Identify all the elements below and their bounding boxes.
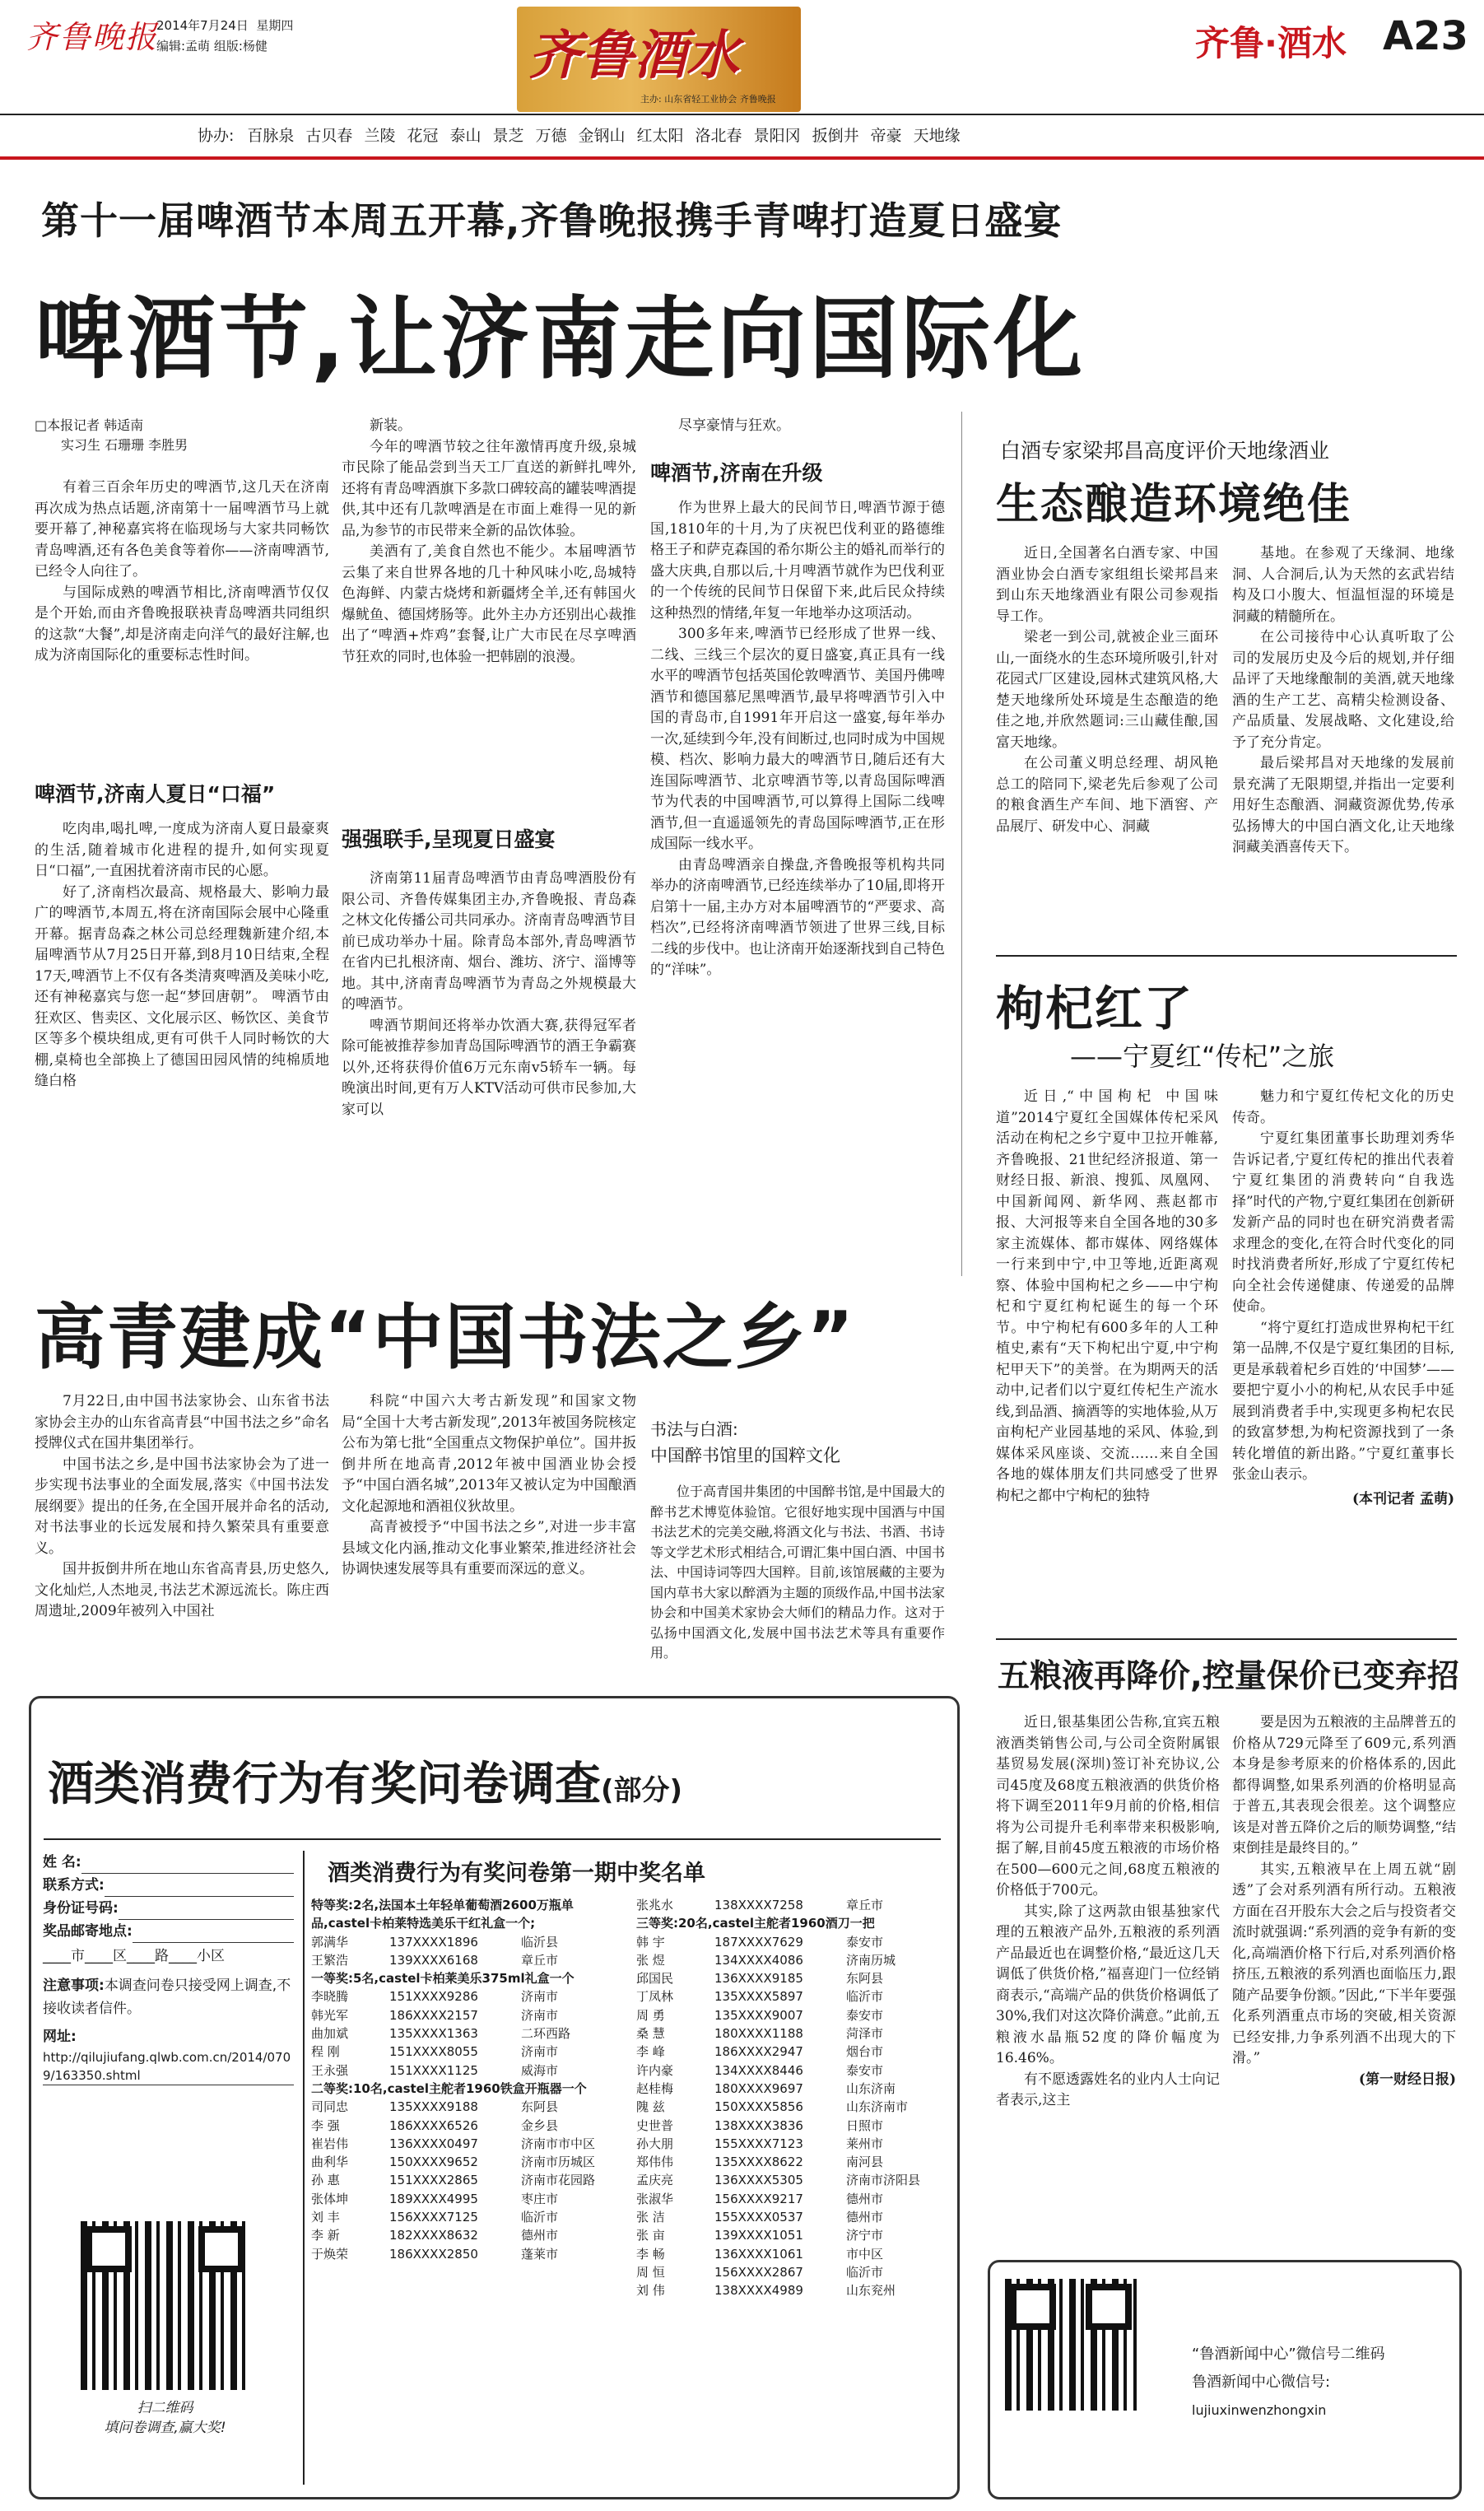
winner-row [311, 2061, 628, 2080]
winners-col1 [311, 1896, 628, 2263]
form-field[interactable] [43, 1851, 294, 1874]
winner-city: 泰安市 [846, 2062, 884, 2078]
winner-name: 曲加斌 [311, 2026, 349, 2042]
rule-gouqi [996, 955, 1457, 957]
beer-kicker: 第十一届啤酒节本周五开幕,齐鲁晚报携手青啤打造夏日盛宴 [41, 198, 1063, 243]
winner-row [311, 2024, 628, 2043]
winner-phone: 134XXXX8446 [714, 2062, 803, 2078]
beer-para: 啤酒节期间还将举办饮酒大赛,获得冠军者除可能被推荐参加青岛国际啤酒节的酒王争霸赛以外,还将获得价值6万元东南v5轿车一辆。每晚演出时间,更有万人KTV活动可供市民参加,大家可以 [342, 1017, 636, 1118]
winner-name: 史世普 [636, 2117, 674, 2133]
winner-city: 济南市历城区 [521, 2155, 596, 2170]
beer-sub1: 啤酒节,济南人夏日“口福” [35, 782, 276, 806]
prize-heading: 二等奖:10名,castel主舵者1960铁盒开瓶器一个 [311, 2080, 587, 2096]
sponsor-rule [0, 156, 1484, 160]
qr-caption-1: 扫二维码 [137, 2400, 193, 2416]
wechat-line2: 鲁酒新闻中心微信号: [1192, 2374, 1331, 2391]
winner-row [636, 2043, 949, 2061]
beer-sub2: 强强联手,呈现夏日盛宴 [342, 827, 556, 851]
winner-city: 临沂县 [521, 1934, 559, 1950]
winner-name: 司同忠 [311, 2099, 349, 2115]
winner-row [636, 1933, 949, 1951]
winner-row [636, 2153, 949, 2171]
winner-name: 韩光军 [311, 2007, 349, 2023]
gouqi-col1 [996, 1087, 1218, 1507]
form-field[interactable] [43, 1874, 294, 1897]
winner-city: 济宁市 [846, 2228, 884, 2243]
gouqi-para: “将宁夏红打造成世界枸杞干红第一品牌,不仅是宁夏红集团的目标,更是承载着杞乡百姓的‘中国梦’——要把宁夏小小的枸杞,从农民手中延展到消费者手中,实现更多枸杞农民的致富梦想,为枸杞资源找到了一条转化增值的新出路。”宁夏红董事长张金山表示。 [1232, 1319, 1454, 1483]
winner-phone: 155XXXX7123 [714, 2136, 803, 2151]
sponsor-5: 景芝 [492, 127, 524, 145]
wuliang-para: 其实,除了这两款由银基独家代理的五粮液产品外,五粮液的系列酒产品最近也在调整价格,“最近这几天调低了供货价格,”福喜迎门一位经销商表示,“高端产品的供货价格调低了30%,我们对这次降价满意。”此前,五粮液水晶瓶52度的降价幅度为16.46%。 [996, 1903, 1220, 2066]
issue-date [156, 16, 293, 34]
eco-col2 [1232, 543, 1454, 859]
winner-row [636, 2263, 949, 2281]
note-label: 注意事项: [43, 1978, 105, 1994]
winner-row [636, 2281, 949, 2299]
shufa-side-kicker: 书法与白酒: [650, 1419, 738, 1439]
beer-para: 好了,济南档次最高、规格最大、影响力最广的啤酒节,本周五,将在济南国际会展中心隆重开幕。据青岛森之林公司总经理魏新建介绍,本届啤酒节从7月25日开幕,到8月10日结束,全程17天,啤酒节上不仅有各类清爽啤酒及美味小吃,还有神秘嘉宾与您一起“梦回唐朝”。 啤酒节由狂欢区、售卖区、文化展示区、畅饮区、美食节区等多个模块组成,更有可供千人同时畅饮的大棚,桌椅也全部换上了德国田园风情的纯棉质地缝白格 [35, 883, 329, 1089]
winner-phone: 180XXXX1188 [714, 2026, 803, 2042]
winner-phone: 138XXXX4989 [714, 2283, 803, 2299]
winner-name: 周 勇 [636, 2007, 665, 2023]
prize-heading: 一等奖:5名,castel卡柏莱美乐375ml礼盒一个 [311, 1971, 575, 1987]
winner-name: 张 洁 [636, 2210, 665, 2225]
survey-rule [44, 1838, 941, 1840]
shufa-para: 国井扳倒井所在地山东省高青县,历史悠久,文化灿烂,人杰地灵,书法艺术源远流长。陈庄西周遗址,2009年被列入中国社 [35, 1561, 329, 1619]
winner-phone: 135XXXX1363 [389, 2026, 478, 2042]
winner-phone: 136XXXX9185 [714, 1971, 803, 1987]
winner-city: 章丘市 [521, 1952, 559, 1968]
winner-city: 南河县 [846, 2155, 884, 2170]
winner-name: 孟庆亮 [636, 2173, 674, 2188]
masthead-banner [517, 7, 801, 112]
winner-phone: 180XXXX9697 [714, 2080, 803, 2096]
winner-name: 郭满华 [311, 1934, 349, 1950]
winner-city: 日照市 [846, 2117, 884, 2133]
winner-name: 隗 兹 [636, 2099, 665, 2115]
winner-city: 东阿县 [846, 1971, 884, 1987]
survey-title-text: 酒类消费行为有奖问卷调查 [48, 1758, 601, 1811]
form-field[interactable] [43, 1920, 294, 1943]
beer-para: 300多年来,啤酒节已经形成了世界一线、二线、三线三个层次的夏日盛宴,真正具有一线水平的啤酒节包括英国伦敦啤酒节、美国丹佛啤酒节和德国慕尼黑啤酒节,最早将啤酒节引入中国的青岛市,自1991年开启这一盛宴,每年举办一次,延续到今年,没有间断过,也同时成为中国规模、档次、影响力最大的啤酒节日,随后还有大连国际啤酒节、北京啤酒节等,以青岛国际啤酒节为代表的中国啤酒节,可以算得上国际二线啤酒节,但一直遥遥领先的青岛国际啤酒节,正在形成国际一线水平。 [650, 626, 945, 852]
sponsor-10: 景阳冈 [753, 127, 801, 145]
winner-row [636, 2117, 949, 2135]
winner-phone: 182XXXX8632 [389, 2228, 478, 2243]
eco-kicker: 白酒专家梁邦昌高度评价天地缘酒业 [1000, 439, 1330, 463]
winner-city: 山东兖州 [846, 2283, 896, 2299]
prize-heading: 三等奖:20名,castel主舵者1960酒刀一把 [636, 1916, 875, 1931]
winner-row [311, 1933, 628, 1951]
beer-col3b [650, 498, 945, 981]
survey-title [48, 1748, 682, 1814]
wuliang-para: 要是因为五粮液的主品牌普五的价格从729元降至了609元,系列酒本身是参考原来的价格体系的,因此都得调整,如果系列酒的价格明显高于普五,其表现会很差。这个调整应该是对普五降价之后的顺势调整,“结束倒挂是最终目的。” [1232, 1714, 1456, 1856]
winner-phone: 136XXXX1061 [714, 2246, 803, 2262]
winner-name: 孙 惠 [311, 2173, 340, 2188]
winner-phone: 187XXXX7629 [714, 1934, 803, 1950]
winner-phone: 138XXXX7258 [714, 1898, 803, 1912]
shufa-para: 7月22日,由中国书法家协会、山东省书法家协会主办的山东省高青县“中国书法之乡”命名授牌仪式在国井集团举行。 [35, 1393, 329, 1451]
winner-row [311, 2226, 628, 2244]
winner-name: 曲利华 [311, 2155, 349, 2170]
sponsors-row [198, 123, 961, 146]
eco-col1 [996, 543, 1218, 837]
gouqi-sub: ——宁夏红“传杞”之旅 [1070, 1041, 1335, 1072]
winner-row [636, 1969, 949, 1987]
winner-phone: 189XXXX4995 [389, 2191, 478, 2206]
rule-wuliang [996, 1638, 1457, 1640]
winner-name: 张兆水 [636, 1898, 674, 1912]
survey-qr-code[interactable] [81, 2221, 249, 2390]
beer-para: 济南第11届青岛啤酒节由青岛啤酒股份有限公司、齐鲁传媒集团主办,齐鲁晚报、青岛森之林文化传播公司共同承办。济南青岛啤酒节目前已成功举办十届。除青岛本部外,青岛啤酒节在省内已扎根济南、烟台、潍坊、济宁、淄博等地。其中,济南青岛啤酒节为青岛之外规模最大的啤酒节。 [342, 870, 636, 1013]
winner-city: 市中区 [846, 2246, 884, 2262]
winner-city: 临沂市 [846, 2264, 884, 2280]
survey-form [43, 1851, 294, 2085]
winner-row [636, 2006, 949, 2024]
date-text: 2014年7月24日 [156, 18, 249, 33]
masthead-sub: 主办: 山东省轻工业协会 齐鲁晚报 [640, 94, 776, 105]
wuliang-col1 [996, 1712, 1220, 2112]
eco-para: 近日,全国著名白酒专家、中国酒业协会白酒专家组组长梁邦昌来到山东天地缘酒业有限公司参观指导工作。 [996, 545, 1218, 625]
winner-row [636, 2190, 949, 2208]
winner-phone: 151XXXX2865 [389, 2173, 478, 2188]
shufa-side-para: 位于高青国井集团的中国醉书馆,是中国最大的醉书艺术博览体验馆。它很好地实现中国酒与中国书法艺术的完美交融,将酒文化与书法、书酒、书诗等文学艺术形式相结合,可谓汇集中国白酒、中国书法、中国诗词等四大国粹。目前,该馆展藏的主要为国内草书大家以醉酒为主题的顶级作品,中国书法家协会和中国美术家协会大师们的精品力作。这对于弘扬中国酒文化,发展中国书法艺术等具有重要作用。 [650, 1484, 945, 1661]
winner-row [636, 2171, 949, 2189]
section-name: 齐鲁·酒水 [1195, 23, 1347, 63]
shufa-col2 [342, 1391, 636, 1581]
beer-para: 尽享豪情与狂欢。 [678, 417, 790, 434]
winner-phone: 156XXXX7125 [389, 2210, 478, 2225]
winner-name: 王繁浩 [311, 1952, 349, 1968]
wuliang-para: 有不愿透露姓名的业内人士向记者表示,这主 [996, 2071, 1220, 2108]
wechat-qr-code[interactable] [1005, 2279, 1137, 2411]
eco-para: 在公司董义明总经理、胡风艳总工的陪同下,梁老先后参观了公司的粮食酒生产车间、地下酒窖、产品展厅、研发中心、洞藏 [996, 755, 1218, 835]
winner-row [636, 1951, 949, 1969]
winner-city: 济南市 [521, 2044, 559, 2060]
winner-row [636, 2226, 949, 2244]
winner-phone: 151XXXX9286 [389, 1989, 478, 2005]
form-field-line[interactable] [133, 1920, 294, 1943]
winner-name: 韩 宇 [636, 1934, 665, 1950]
winner-phone: 155XXXX0537 [714, 2210, 803, 2225]
survey-box [29, 1696, 960, 2499]
winner-row [311, 1987, 628, 2006]
sponsor-6: 万德 [535, 127, 567, 145]
wechat-box [988, 2260, 1462, 2499]
winner-row [311, 2208, 628, 2226]
winner-name: 于焕荣 [311, 2246, 349, 2262]
winner-phone: 136XXXX5305 [714, 2173, 803, 2188]
winner-city: 临沂市 [521, 2210, 559, 2225]
wuliang-credit: (第一财经日报) [1358, 2071, 1456, 2088]
winner-phone: 151XXXX1125 [389, 2062, 478, 2078]
note-text: 本调查问卷只接受网上调查,不接收读者信件。 [43, 1978, 291, 2017]
form-field-label: 奖品邮寄地点: [43, 1923, 133, 1940]
winner-row [636, 2080, 949, 2098]
beer-para: 由青岛啤酒亲自操盘,齐鲁晚报等机构共同举办的济南啤酒节,已经连续举办了10届,即将开启第十一届,主办方对本届啤酒节的“严要求、高档次”,已经将济南啤酒节领进了世界三线,目标二线的步伐中。也让济南开始逐渐找到自己特色的“洋味”。 [650, 856, 945, 978]
winners-title: 酒类消费行为有奖问卷第一期中奖名单 [328, 1861, 705, 1886]
winner-name: 刘 丰 [311, 2210, 340, 2225]
winner-name: 张 煜 [636, 1952, 665, 1968]
wechat-caption [1192, 2341, 1385, 2425]
form-field-line[interactable] [81, 1851, 294, 1874]
masthead-title: 齐鲁酒水 [528, 25, 739, 86]
winner-phone: 156XXXX2867 [714, 2264, 803, 2280]
winner-phone: 135XXXX5897 [714, 1989, 803, 2005]
winner-name: 孙大朋 [636, 2136, 674, 2151]
winner-name: 程 刚 [311, 2044, 340, 2060]
winner-phone: 139XXXX1051 [714, 2228, 803, 2243]
byline-reporter: □本报记者 韩适南 [35, 417, 144, 433]
sponsor-list [247, 123, 960, 146]
sponsor-12: 帝豪 [870, 127, 902, 145]
beer-sub3: 啤酒节,济南在升级 [650, 461, 823, 485]
winner-city: 济南市 [521, 2007, 559, 2023]
form-field[interactable] [43, 1897, 294, 1920]
winner-city: 山东济南市 [846, 2099, 909, 2115]
shufa-headline: 高青建成“中国书法之乡” [35, 1297, 856, 1379]
sponsor-9: 洛北春 [695, 127, 742, 145]
gouqi-headline: 枸杞红了 [996, 981, 1194, 1037]
winner-city: 济南市花园路 [521, 2173, 596, 2188]
winner-phone: 135XXXX9007 [714, 2007, 803, 2023]
note [43, 1974, 294, 2020]
winner-row [311, 2098, 628, 2116]
winner-name: 李 畅 [636, 2246, 665, 2262]
winner-city: 莱州市 [846, 2136, 884, 2151]
winner-city: 山东济南 [846, 2080, 896, 2096]
beer-col3 [650, 416, 945, 437]
editors: 编辑:孟萌 组版:杨健 [156, 39, 267, 54]
winner-city: 临沂市 [846, 1989, 884, 2005]
beer-para: 今年的啤酒节较之往年激情再度升级,泉城市民除了能品尝到当天工厂直送的新鲜扎啤外,还将有青岛啤酒旗下多款口碑较高的罐装啤酒提供,其中还有几款啤酒是在市面上难得一见的新品,为参节的市民带来全新的品饮体验。 [342, 438, 636, 539]
beer-para: 美酒有了,美食自然也不能少。本届啤酒节云集了来自世界各地的几十种风味小吃,岛城特色海鲜、内蒙古烧烤和新疆烤全羊,还有韩国火爆鱿鱼、德国烤肠等。此外主办方还别出心裁推出了“啤酒+炸鸡”套餐,让广大市民在尽享啤酒节狂欢的同时,也体验一把韩剧的浪漫。 [342, 543, 636, 665]
winner-phone: 150XXXX5856 [714, 2099, 803, 2115]
winner-row [311, 2117, 628, 2135]
winner-city: 菏泽市 [846, 2026, 884, 2042]
beer-byline [35, 416, 331, 455]
winner-row [636, 1896, 949, 1914]
winner-phone: 139XXXX6168 [389, 1952, 478, 1968]
winner-row [636, 1987, 949, 2006]
wuliang-para: 其实,五粮液早在上周五就“剧透”了会对系列酒有所行动。五粮液方面在召开股东大会之后与投资者交流时就强调:“系列酒的竞争有新的变化,高端酒价格下行后,对系列酒价格挤压,五粮液的系列酒也面临压力,跟随产品要争份额。”因此,“下半年要强化系列酒重点市场的突破,相关资源已经安排,力争系列酒不出现大的下滑。” [1232, 1861, 1456, 2066]
winner-phone: 134XXXX4086 [714, 1952, 803, 1968]
form-field-label: 姓 名: [43, 1854, 81, 1870]
beer-para: 与国际成熟的啤酒节相比,济南啤酒节仅仅是个开始,而由齐鲁晚报联袂青岛啤酒共同组织的这款“大餐”,却是济南走向洋气的最好注解,也成为济南国际化的重要标志性时间。 [35, 584, 329, 664]
winner-phone: 135XXXX8622 [714, 2155, 803, 2170]
sponsor-1: 古贝春 [305, 127, 353, 145]
winner-city: 济南市济阳县 [846, 2173, 921, 2188]
winner-row [311, 2190, 628, 2208]
winner-row [636, 2135, 949, 2153]
winner-row [636, 2061, 949, 2080]
url-label: 网址: [43, 2029, 77, 2045]
winner-row [636, 2245, 949, 2263]
winner-name: 桑 慧 [636, 2026, 665, 2042]
winner-city: 泰安市 [846, 1934, 884, 1950]
form-field-label: 联系方式: [43, 1877, 105, 1894]
winner-phone: 186XXXX2850 [389, 2246, 478, 2262]
winner-name: 李 峰 [636, 2044, 665, 2060]
winner-row [311, 1951, 628, 1969]
beer-headline: 啤酒节,让济南走向国际化 [35, 288, 1086, 391]
wechat-line1: “鲁酒新闻中心”微信号二维码 [1192, 2346, 1385, 2363]
winner-phone: 156XXXX9217 [714, 2191, 803, 2206]
weekday-text: 星期四 [256, 18, 294, 33]
winner-city: 章丘市 [846, 1898, 884, 1912]
gouqi-credit: (本刊记者 孟萌) [1351, 1490, 1454, 1507]
prize-heading: 特等奖:2名,法国本土年轻单葡萄酒2600万瓶单品,castel卡柏莱特选美乐干红礼盒一个; [311, 1898, 574, 1931]
winner-row [311, 2153, 628, 2171]
eco-para: 最后梁邦昌对天地缘的发展前景充满了无限期望,并指出一定要利用好生态酿酒、洞藏资源优势,传承弘扬博大的中国白酒文化,让天地缘洞藏美酒喜传天下。 [1232, 755, 1454, 855]
winner-phone: 136XXXX0497 [389, 2136, 478, 2151]
wechat-id: lujiuxinwenzhongxin [1192, 2402, 1327, 2418]
sponsor-0: 百脉泉 [247, 127, 295, 145]
winner-name: 王永强 [311, 2062, 349, 2078]
winner-row [636, 2024, 949, 2043]
winner-name: 崔岩伟 [311, 2136, 349, 2151]
winner-name: 郑伟伟 [636, 2155, 674, 2170]
winner-name: 李 新 [311, 2228, 340, 2243]
shufa-side-title: 中国醉书馆里的国粹文化 [650, 1446, 840, 1465]
beer-para: 有着三百余年历史的啤酒节,这几天在济南再次成为热点话题,济南第十一届啤酒节马上就要开幕了,神秘嘉宾将在临现场与大家共同畅饮青岛啤酒,还有各色美食等着你——济南啤酒节,已经令人向往了。 [35, 479, 329, 580]
shufa-col1 [35, 1391, 329, 1623]
winner-name: 许内豪 [636, 2062, 674, 2078]
sponsor-8: 红太阳 [636, 127, 684, 145]
header-rule [0, 114, 1484, 115]
winners-col2 [636, 1896, 949, 2300]
shufa-para: 科院“中国六大考古新发现”和国家文物局“全国十大考古新发现”,2013年被国务院核定公布为第七批“全国重点文物保护单位”。国井扳倒井所在地高青,2012年被中国酒业协会授予“中国白酒名城”,2013年又被认定为中国酿酒文化起源地和酒祖仪狄故里。 [342, 1393, 636, 1515]
winner-city: 济南市 [521, 1989, 559, 2005]
winner-city: 德州市 [846, 2191, 884, 2206]
winner-city: 德州市 [521, 2228, 559, 2243]
form-field-line[interactable] [119, 1897, 294, 1920]
sponsor-13: 天地缘 [913, 127, 961, 145]
wuliang-headline: 五粮液再降价,控量保价已变弃招 [998, 1658, 1459, 1695]
winner-name: 李 强 [311, 2117, 340, 2133]
winner-city: 金乡县 [521, 2117, 559, 2133]
sponsor-7: 金钢山 [578, 127, 626, 145]
winner-phone: 150XXXX9652 [389, 2155, 478, 2170]
sponsor-2: 兰陵 [364, 127, 396, 145]
shufa-para: 中国书法之乡,是中国书法家协会为了进一步实现书法事业的全面发展,落实《中国书法发展纲要》提出的任务,在全国开展并命名的活动,对书法事业的长远发展和持久繁荣具有重要意义。 [35, 1456, 329, 1557]
page-number: A23 [1383, 13, 1468, 59]
winner-row [636, 2208, 949, 2226]
winner-row [311, 2006, 628, 2024]
qr-caption-2: 填问卷调查,赢大奖! [104, 2420, 226, 2436]
eco-headline: 生态酿造环境绝佳 [996, 480, 1352, 529]
winner-city: 二环西路 [521, 2026, 571, 2042]
winner-city: 泰安市 [846, 2007, 884, 2023]
winner-name: 周 恒 [636, 2264, 665, 2280]
winner-name: 李晓腾 [311, 1989, 349, 2005]
beer-para: 吃肉串,喝扎啤,一度成为济南人夏日最豪爽的生活,随着城市化进程的提升,如何实现夏日“口福”,一直困扰着济南市民的心愿。 [35, 821, 329, 879]
wuliang-para: 近日,银基集团公告称,宜宾五粮液酒类销售公司,与公司全资附属银基贸易发展(深圳)签订补充协议,公司45度及68度五粮液酒的供货价格将下调至2011年9月前的价格,相信将为公司提升毛利率带来积极影响,据了解,目前45度五粮液的市场价格在500—600元之间,68度五粮液的价格低于700元。 [996, 1714, 1220, 1898]
gouqi-para: 近日,“中国枸杞 中国味道”2014宁夏红全国媒体传杞采风活动在枸杞之乡宁夏中卫拉开帷幕,齐鲁晚报、21世纪经济报道、第一财经日报、新浪、搜狐、凤凰网、中国新闻网、新华网、燕赵都市报、大河报等来自全国各地的30多家主流媒体、都市媒体、网络媒体一行来到中宁,中卫等地,近距离观察、体验中国枸杞之乡——中宁枸杞和宁夏红枸杞诞生的每一个环节。中宁枸杞有600多年的人工种植史,素有“天下枸杞出宁夏,中宁枸杞甲天下”的美誉。在为期两天的活动中,记者们以宁夏红传杞生产流水线,到品酒、摘酒等的实地体验,从万亩枸杞产业园基地的采风、体验,到媒体采风座谈、交流……来自全国各地的媒体朋友们共同感受了世界枸杞之都中宁枸杞的独特 [996, 1088, 1218, 1504]
form-field-line[interactable] [105, 1874, 294, 1897]
sponsors-label: 协办: [198, 127, 235, 145]
paper-logo: 齐鲁晚报 [26, 19, 159, 55]
beer-col2 [342, 416, 636, 668]
winner-phone: 186XXXX2157 [389, 2007, 478, 2023]
beer-col2b [342, 869, 636, 1120]
eco-para: 梁老一到公司,就被企业三面环山,一面绕水的生态环境所吸引,针对花园式厂区建设,园林式建筑风格,大楚天地缘所处环境是生态酿造的绝佳之地,并欣然题词:三山藏佳酿,国富天地缘。 [996, 629, 1218, 751]
winner-phone: 151XXXX8055 [389, 2044, 478, 2060]
gouqi-col2 [1232, 1087, 1454, 1510]
survey-url[interactable]: http://qilujiufang.qlwb.com.cn/2014/0709/163350.shtml [43, 2048, 294, 2085]
winner-city: 烟台市 [846, 2044, 884, 2060]
beer-para: 作为世界上最大的民间节日,啤酒节源于德国,1810年的十月,为了庆祝巴伐利亚的路德维格王子和萨克森国的希尔斯公主的婚礼而举行的盛大庆典,自那以后,十月啤酒节就作为巴伐利亚的一个传统的民间节日保留下来,此后民众持续这种热烈的情绪,年复一年地举办这项活动。 [650, 500, 945, 622]
winner-row [311, 2245, 628, 2263]
gouqi-para: 魅力和宁夏红传杞文化的历史传奇。 [1232, 1088, 1454, 1126]
winner-row [311, 2043, 628, 2061]
sponsor-4: 泰山 [449, 127, 481, 145]
shufa-col3 [650, 1482, 945, 1664]
winner-row [636, 2098, 949, 2116]
winner-city: 济南市市中区 [521, 2136, 596, 2151]
winner-row [311, 2135, 628, 2153]
winner-city: 威海市 [521, 2062, 559, 2078]
winner-name: 张淑华 [636, 2191, 674, 2206]
wuliang-col2 [1232, 1712, 1456, 2090]
winner-city: 德州市 [846, 2210, 884, 2225]
addr-line: ____市____区____路____小区 [43, 1948, 225, 1964]
winner-city: 东阿县 [521, 2099, 559, 2115]
form-field-label: 身份证号码: [43, 1900, 119, 1917]
survey-title-suffix: (部分) [601, 1774, 683, 1807]
beer-para: 新装。 [370, 417, 412, 434]
winner-phone: 138XXXX3836 [714, 2117, 803, 2133]
sponsor-11: 扳倒井 [812, 127, 859, 145]
winner-phone: 135XXXX9188 [389, 2099, 478, 2115]
eco-para: 基地。在参观了天缘洞、地缘洞、人合洞后,认为天然的玄武岩结构及口小腹大、恒温恒湿的环境是洞藏的精髓所在。 [1232, 545, 1454, 625]
gouqi-para: 宁夏红集团董事长助理刘秀华告诉记者,宁夏红传杞的推出代表着宁夏红集团的消费转向“自我选择”时代的产物,宁夏红集团在创新研发新产品的同时也在研究消费者需求理念的变化,在符合时代变化的同时找消费者所好,形成了宁夏红传杞向全社会传递健康、传递爱的品牌使命。 [1232, 1130, 1454, 1315]
qr-caption [81, 2398, 249, 2438]
winner-name: 张 亩 [636, 2228, 665, 2243]
winner-city: 济南历城 [846, 1952, 896, 1968]
eco-para: 在公司接待中心认真听取了公司的发展历史及今后的规划,并仔细品评了天地缘酿制的美酒,就天地缘酒的生产工艺、高精尖检测设备、产品质量、发展战略、文化建设,给予了充分肯定。 [1232, 629, 1454, 751]
winner-city: 蓬莱市 [521, 2246, 559, 2262]
beer-col1b [35, 819, 329, 1092]
winner-name: 张体坤 [311, 2191, 349, 2206]
survey-vdivider [303, 1851, 305, 2485]
shufa-para: 高青被授予“中国书法之乡”,对进一步丰富县域文化内涵,推动文化事业繁荣,推进经济社会协调快速发展等具有重要而深远的意义。 [342, 1519, 636, 1577]
winner-name: 邱国民 [636, 1971, 674, 1987]
winner-name: 赵桂梅 [636, 2080, 674, 2096]
winner-phone: 186XXXX6526 [389, 2117, 478, 2133]
winner-name: 丁凤林 [636, 1989, 674, 2005]
col-divider-main [961, 412, 962, 1276]
byline-interns: 实习生 石珊珊 李胜男 [61, 437, 188, 453]
winner-name: 刘 伟 [636, 2283, 665, 2299]
winner-phone: 186XXXX2947 [714, 2044, 803, 2060]
winner-city: 枣庄市 [521, 2191, 559, 2206]
sponsor-3: 花冠 [407, 127, 439, 145]
beer-col1 [35, 478, 329, 667]
winner-phone: 137XXXX1896 [389, 1934, 478, 1950]
winner-row [311, 2171, 628, 2189]
